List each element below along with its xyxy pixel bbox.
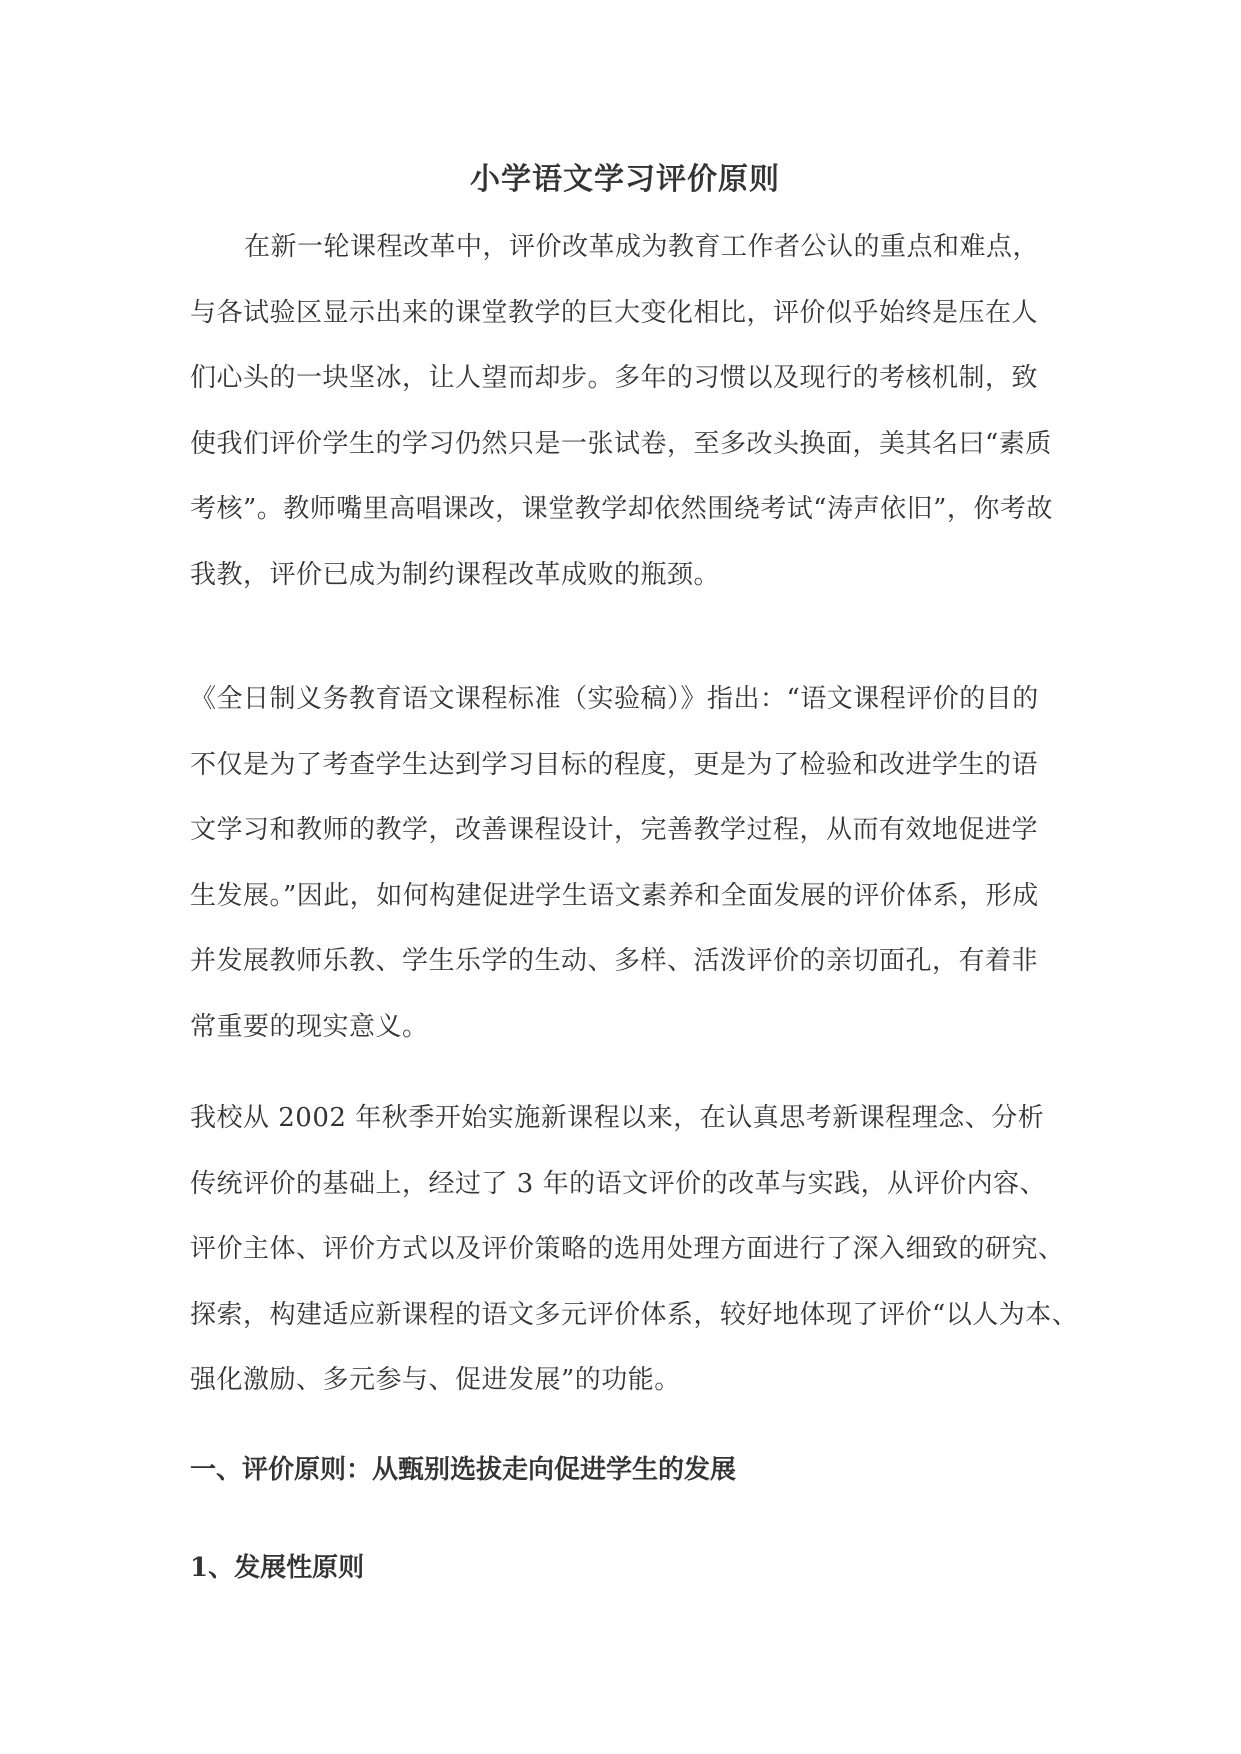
subsection-heading: 1、发展性原则 — [190, 1553, 365, 1583]
paragraph-school-practice — [190, 1086, 1079, 1414]
paragraph-line: 我校从 2002 年秋季开始实施新课程以来，在认真思考新课程理念、分析 — [190, 1103, 1045, 1133]
paragraph-line: 在新一轮课程改革中，评价改革成为教育工作者公认的重点和难点， — [244, 232, 1040, 262]
paragraph-line: 并发展教师乐教、学生乐学的生动、多样、活泼评价的亲切面孔，有着非 — [190, 946, 1039, 976]
paragraph-line: 不仅是为了考查学生达到学习目标的程度，更是为了检验和改进学生的语 — [190, 749, 1039, 780]
paragraph-line: 考核”。教师嘴里高唱课改，课堂教学却依然围绕考试“涛声依旧”，你考故 — [190, 494, 1053, 524]
document-title: 小学语文学习评价原则 — [470, 162, 780, 197]
paragraph-line: 探索，构建适应新课程的语文多元评价体系，较好地体现了评价“以人为本、 — [190, 1299, 1079, 1330]
paragraph-line: 文学习和教师的教学，改善课程设计，完善教学过程，从而有效地促进学 — [190, 815, 1039, 845]
paragraph-line: 评价主体、评价方式以及评价策略的选用处理方面进行了深入细致的研究、 — [190, 1234, 1065, 1264]
paragraph-line: 们心头的一块坚冰，让人望而却步。多年的习惯以及现行的考核机制，致 — [190, 363, 1039, 393]
paragraph-line: 《全日制义务教育语文课程标准（实验稿）》指出：“语文课程评价的目的 — [190, 684, 1039, 714]
section-heading: 一、评价原则：从甄别选拔走向促进学生的发展 — [190, 1455, 737, 1485]
paragraph-line: 使我们评价学生的学习仍然只是一张试卷，至多改头换面，美其名曰“素质 — [190, 428, 1052, 459]
paragraph-line: 我教，评价已成为制约课程改革成败的瓶颈。 — [190, 559, 721, 590]
paragraph-line: 传统评价的基础上，经过了 3 年的语文评价的改革与实践，从评价内容、 — [190, 1168, 1047, 1199]
paragraph-intro — [190, 215, 1060, 608]
paragraph-line: 强化激励、多元参与、促进发展”的功能。 — [190, 1365, 681, 1395]
paragraph-line: 生发展。”因此，如何构建促进学生语文素养和全面发展的评价体系，形成 — [190, 880, 1039, 911]
paragraph-line: 与各试验区显示出来的课堂教学的巨大变化相比，评价似乎始终是压在人 — [190, 297, 1039, 328]
paragraph-standard-quote — [190, 667, 1060, 1060]
paragraph-line: 常重要的现实意义。 — [190, 1011, 429, 1042]
